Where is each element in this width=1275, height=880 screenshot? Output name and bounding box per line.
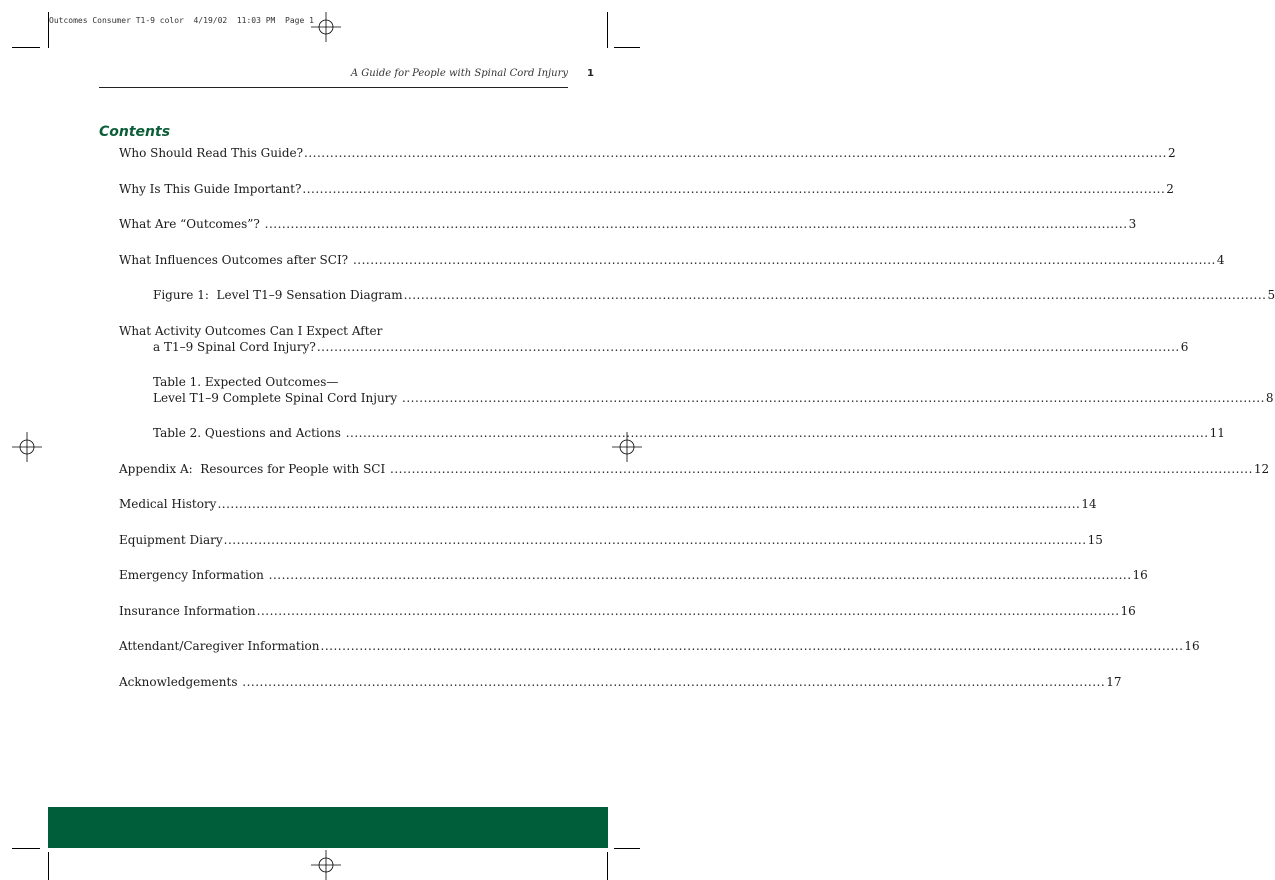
toc-entry-text: Why Is This Guide Important? (119, 182, 302, 196)
footer-color-bar (48, 807, 608, 848)
dot-leader: ........................................................................................................................................................................................................ (403, 288, 1267, 302)
toc-entry-text: Appendix A: Resources for People with SCI (119, 462, 390, 476)
crop-mark-bottom-right-horizontal (614, 848, 640, 849)
crop-mark-top-left-horizontal (12, 47, 40, 48)
toc-entry-text-line1: What Activity Outcomes Can I Expect After (119, 324, 383, 338)
toc-entry-page: 15 (1087, 533, 1103, 547)
dot-leader: ........................................................................................................................................................................................................ (320, 639, 1184, 653)
dot-leader: ........................................................................................................................................................................................................ (390, 462, 1253, 476)
dot-leader: ........................................................................................................................................................................................................ (264, 217, 1128, 231)
dot-leader: ........................................................................................................................................................................................................ (352, 253, 1216, 267)
toc-entry-text: Attendant/Caregiver Information (119, 639, 320, 653)
crop-mark-top-right-vertical (607, 12, 608, 48)
toc-entry[interactable] (119, 674, 1122, 690)
dot-leader: ........................................................................................................................................................................................................ (242, 675, 1106, 689)
printer-slug: Outcomes Consumer T1-9 color 4/19/02 11:03 PM Page 1 (49, 16, 314, 25)
toc-entry-page: 6 (1180, 340, 1189, 354)
dot-leader: ........................................................................................................................................................................................................ (268, 568, 1132, 582)
dot-leader: ........................................................................................................................................................................................................ (304, 146, 1167, 160)
toc-entry-text: Level T1–9 Complete Spinal Cord Injury (153, 391, 401, 405)
crop-mark-top-left-vertical (48, 12, 49, 48)
dot-leader: ........................................................................................................................................................................................................ (345, 426, 1209, 440)
toc-entry-page: 11 (1209, 426, 1225, 440)
contents-heading: Contents (99, 124, 171, 140)
toc-entry-page: 14 (1081, 497, 1097, 511)
running-header-title: A Guide for People with Spinal Cord Injury (350, 68, 568, 79)
toc-entry-page: 16 (1132, 568, 1148, 582)
toc-entry-text: Medical History (119, 497, 217, 511)
toc-entry-page: 2 (1167, 146, 1176, 160)
crop-mark-bottom-left-horizontal (12, 848, 40, 849)
toc-entry[interactable] (119, 603, 1136, 619)
toc-entry-text-line1: Table 1. Expected Outcomes— (153, 375, 339, 389)
toc-entry-text: Table 2. Questions and Actions (153, 426, 345, 440)
toc-entry-page: 8 (1265, 391, 1274, 405)
toc-entry[interactable] (119, 181, 1174, 197)
toc-entry-page: 17 (1106, 675, 1122, 689)
toc-entry[interactable] (119, 532, 1103, 548)
toc-entry-text: Figure 1: Level T1–9 Sensation Diagram (153, 288, 403, 302)
toc-entry[interactable] (119, 496, 1097, 512)
toc-entry-page: 4 (1216, 253, 1225, 267)
toc-entry[interactable] (153, 425, 1225, 441)
toc-entry[interactable] (153, 287, 1275, 303)
toc-entry-page: 12 (1253, 462, 1270, 476)
toc-entry-text: What Are “Outcomes”? (119, 217, 264, 231)
toc-entry-page: 16 (1120, 604, 1136, 618)
toc-entry-text: What Influences Outcomes after SCI? (119, 253, 352, 267)
toc-entry-page: 2 (1166, 182, 1174, 196)
toc-entry[interactable] (119, 145, 1176, 161)
toc-entry[interactable] (119, 567, 1148, 583)
toc-entry-page: 5 (1267, 288, 1275, 302)
registration-mark-left-icon (12, 432, 42, 462)
toc-entry-text: Emergency Information (119, 568, 268, 582)
toc-entry[interactable] (119, 216, 1137, 232)
dot-leader: ........................................................................................................................................................................................................ (316, 340, 1180, 354)
toc-entry[interactable] (119, 638, 1200, 654)
toc-entry-text: Equipment Diary (119, 533, 223, 547)
header-rule (99, 87, 568, 88)
dot-leader: ........................................................................................................................................................................................................ (223, 533, 1087, 547)
registration-mark-bottom-icon (311, 850, 341, 880)
toc-entry-text: Who Should Read This Guide? (119, 146, 304, 160)
toc-entry[interactable] (119, 323, 1189, 355)
crop-mark-bottom-left-vertical (48, 852, 49, 880)
crop-mark-bottom-right-vertical (607, 852, 608, 880)
toc-entry-text: a T1–9 Spinal Cord Injury? (153, 340, 316, 354)
page-number: 1 (587, 68, 594, 79)
crop-mark-top-right-horizontal (614, 47, 640, 48)
toc-entry[interactable] (153, 374, 1274, 406)
registration-mark-top-icon (311, 12, 341, 42)
dot-leader: ........................................................................................................................................................................................................ (402, 391, 1265, 405)
toc-entry-page: 3 (1128, 217, 1137, 231)
toc-entry-text: Insurance Information (119, 604, 256, 618)
dot-leader: ........................................................................................................................................................................................................ (302, 182, 1166, 196)
toc-entry[interactable] (119, 252, 1225, 268)
toc-entry[interactable] (119, 461, 1270, 477)
toc-entry-page: 16 (1184, 639, 1200, 653)
dot-leader: ........................................................................................................................................................................................................ (217, 497, 1081, 511)
toc-entry-text: Acknowledgements (119, 675, 242, 689)
dot-leader: ........................................................................................................................................................................................................ (256, 604, 1120, 618)
